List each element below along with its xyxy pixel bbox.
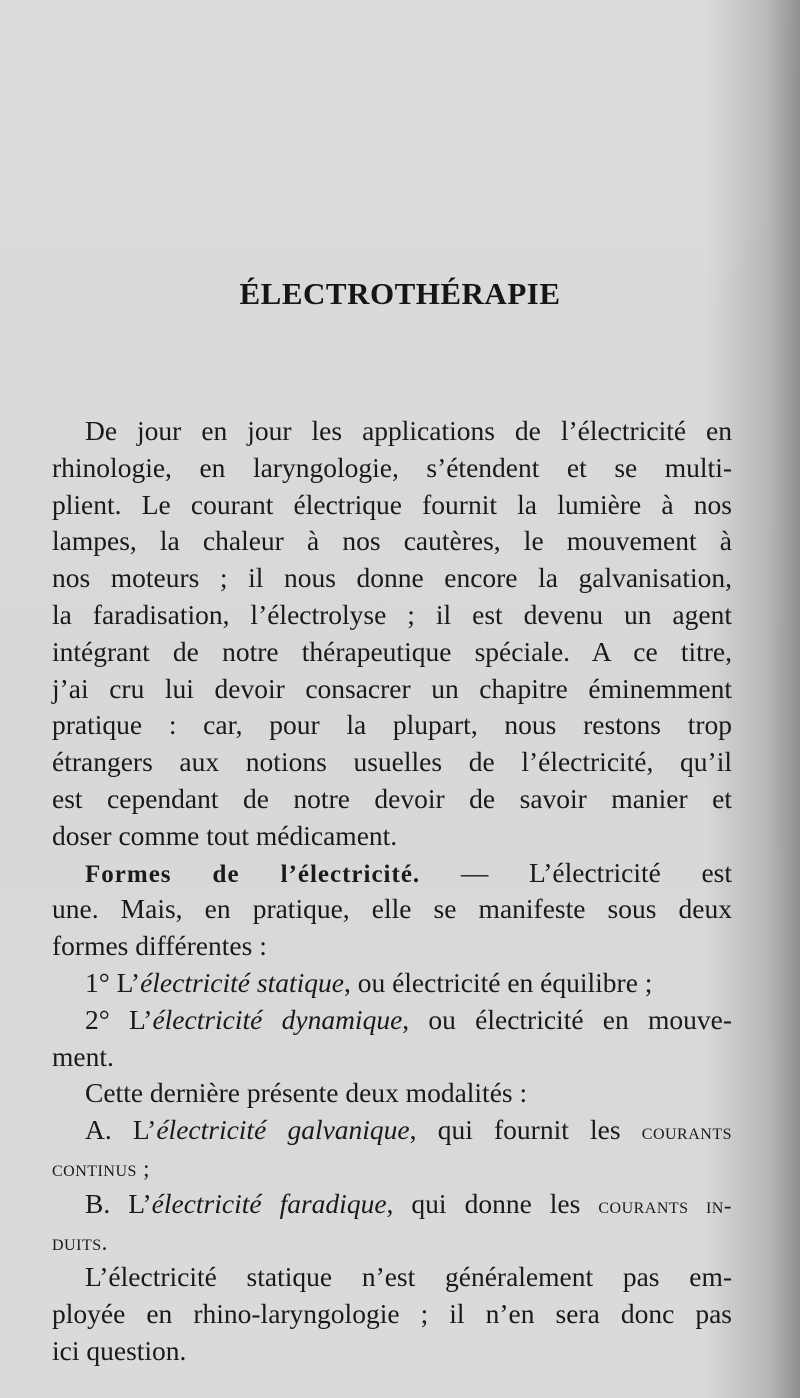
section-heading-line <box>52 855 732 892</box>
text-line: plient. Le courant électrique fournit la lumière à nos <box>52 488 732 520</box>
list-item <box>52 1186 732 1223</box>
heading-dash: — <box>420 856 529 888</box>
bleed-through-texture <box>50 60 750 420</box>
text-fragment: L’électricité est <box>528 856 733 888</box>
text-line: ici question. <box>52 1334 187 1366</box>
small-caps-term: courants <box>641 1119 732 1145</box>
text-line: doser comme tout médicament. <box>52 819 398 851</box>
text-fragment: , qui fournit les <box>409 1114 642 1146</box>
text-line <box>52 1149 732 1186</box>
small-caps-term: continus ; <box>52 1155 151 1181</box>
italic-term: électricité galvanique <box>156 1114 410 1146</box>
text-line: nos moteurs ; il nous donne encore la galvanisation, <box>52 562 732 594</box>
text-line: j’ai cru lui devoir consacrer un chapitre éminemment <box>52 672 732 704</box>
text-line: la faradisation, l’électrolyse ; il est devenu un agent <box>52 598 732 630</box>
text-line: une. Mais, en pratique, elle se manifeste sous deux <box>52 893 732 925</box>
italic-term: électricité dynamique <box>152 1003 403 1035</box>
text-line: L’électricité statique n’est généralement pas em- <box>85 1261 732 1293</box>
text-line: rhinologie, en laryngologie, s’étendent et se multi- <box>52 451 732 483</box>
text-line: formes différentes : <box>52 930 267 962</box>
italic-term: électricité faradique <box>151 1187 387 1219</box>
small-caps-term: courants in- <box>598 1192 732 1218</box>
text-line: intégrant de notre thérapeutique spéciale. A ce titre, <box>52 635 732 667</box>
text-line <box>52 1223 732 1260</box>
body-text <box>52 413 732 1370</box>
list-marker: 2° L’ <box>85 1003 153 1035</box>
text-line: Cette dernière présente deux modalités : <box>85 1077 528 1109</box>
text-line: ployée en rhino-laryngologie ; il n’en sera donc pas <box>52 1298 732 1330</box>
text-line: est cependant de notre devoir de savoir manier et <box>52 782 732 814</box>
list-item <box>52 1112 732 1149</box>
text-fragment: , ou électricité en mouve- <box>402 1003 732 1035</box>
chapter-title: ÉLECTROTHÉRAPIE <box>239 276 561 311</box>
text-fragment: , ou électricité en équilibre ; <box>343 966 653 998</box>
small-caps-term: duits. <box>52 1229 108 1255</box>
list-marker: A. L’ <box>85 1114 157 1146</box>
section-heading: Formes de l’électricité. <box>85 860 421 888</box>
list-marker: B. L’ <box>85 1187 152 1219</box>
text-line: ment. <box>52 1040 114 1072</box>
list-marker: 1° L’ <box>85 966 141 998</box>
list-item <box>52 965 732 1002</box>
list-item <box>52 1002 732 1039</box>
italic-term: électricité statique <box>140 966 344 998</box>
text-line: étrangers aux notions usuelles de l’électricité, qu’il <box>52 746 732 778</box>
text-fragment: , qui donne les <box>386 1187 599 1219</box>
text-line: lampes, la chaleur à nos cautères, le mouvement à <box>52 525 732 557</box>
text-line: De jour en jour les applications de l’électricité en <box>85 415 732 446</box>
text-line: pratique : car, pour la plupart, nous restons trop <box>52 709 732 741</box>
